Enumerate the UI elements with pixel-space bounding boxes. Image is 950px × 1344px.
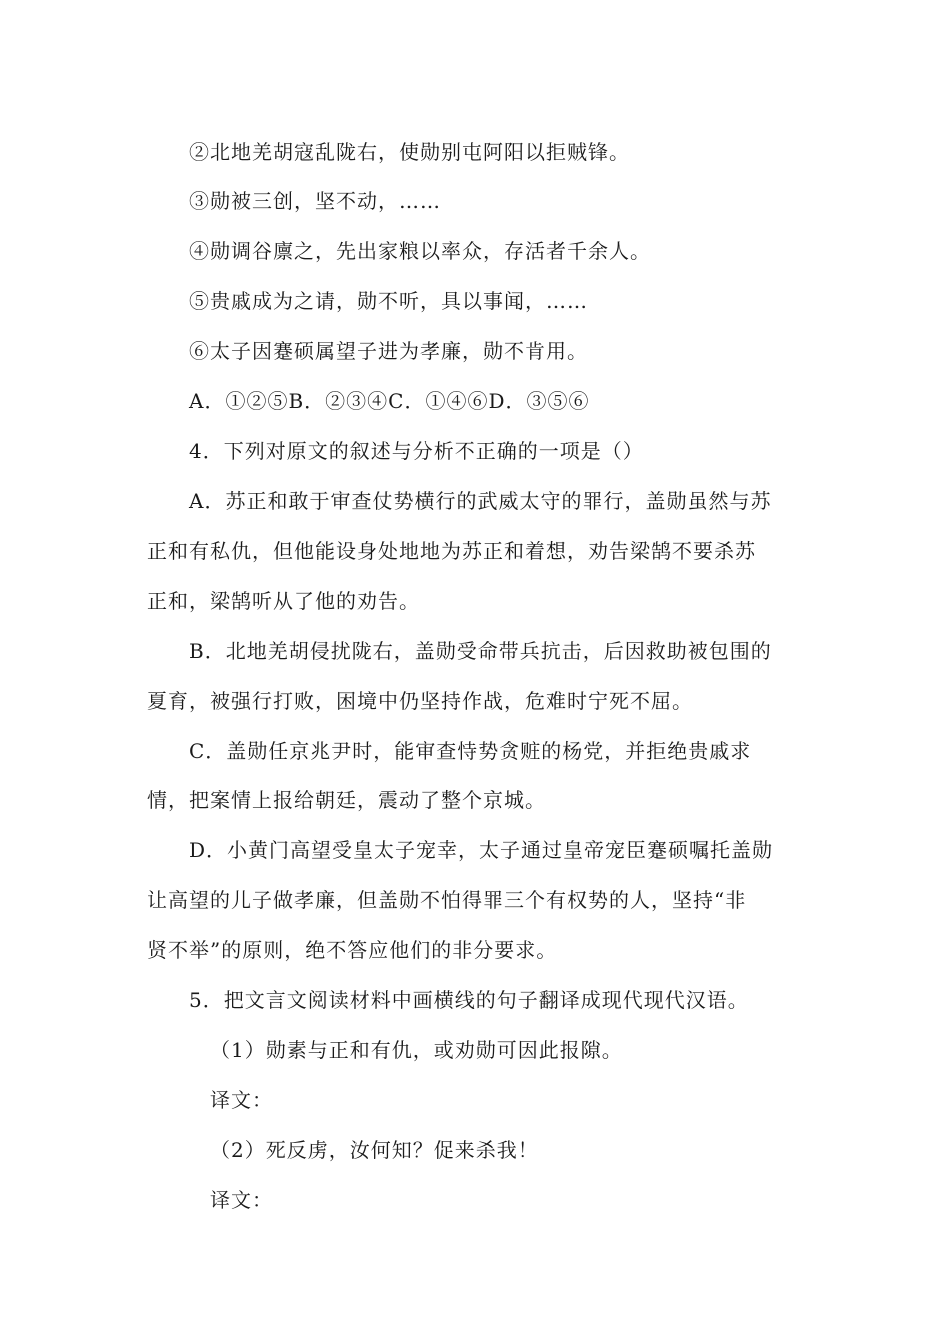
question-5: 5．把文言文阅读材料中画横线的句子翻译成现代现代汉语。	[189, 988, 749, 1012]
option-item-2: ②北地羌胡寇乱陇右，使勋别屯阿阳以拒贼锋。	[189, 140, 630, 164]
sentence-2: （2）死反虏，汝何知？促来杀我！	[210, 1138, 539, 1162]
choice-d-line-3: 贤不举”的原则，绝不答应他们的非分要求。	[147, 938, 558, 962]
choice-b-line-2: 夏育，被强行打败，困境中仍坚持作战，危难时宁死不屈。	[147, 689, 693, 713]
translation-label-1: 译文：	[210, 1088, 273, 1112]
option-item-4: ④勋调谷廪之，先出家粮以率众，存活者千余人。	[189, 239, 651, 263]
choice-a-line-2: 正和有私仇，但他能设身处地地为苏正和着想，劝告梁鹄不要杀苏	[147, 539, 756, 563]
choice-a-line-1: A．苏正和敢于审查仗势横行的武威太守的罪行，盖勋虽然与苏	[189, 489, 772, 513]
choice-b-line-1: B．北地羌胡侵扰陇右，盖勋受命带兵抗击，后因救助被包围的	[189, 639, 772, 663]
translation-label-2: 译文：	[210, 1188, 273, 1212]
choice-d-line-1: D．小黄门高望受皇太子宠幸，太子通过皇帝宠臣蹇硕嘱托盖勋	[189, 838, 774, 862]
answer-choices: A．①②⑤B．②③④C．①④⑥D．③⑤⑥	[189, 389, 590, 413]
choice-d-line-2: 让高望的儿子做孝廉，但盖勋不怕得罪三个有权势的人，坚持“非	[147, 888, 747, 912]
choice-a-line-3: 正和，梁鹄听从了他的劝告。	[147, 589, 420, 613]
choice-c-line-2: 情，把案情上报给朝廷，震动了整个京城。	[147, 788, 546, 812]
option-item-5: ⑤贵戚成为之请，勋不听，具以事闻，……	[189, 289, 588, 313]
question-4: 4．下列对原文的叙述与分析不正确的一项是（）	[189, 439, 644, 463]
option-item-6: ⑥太子因蹇硕属望子进为孝廉，勋不肯用。	[189, 339, 588, 363]
sentence-1: （1）勋素与正和有仇，或劝勋可因此报隙。	[210, 1038, 623, 1062]
option-item-3: ③勋被三创，坚不动，……	[189, 189, 441, 213]
choice-c-line-1: C．盖勋任京兆尹时，能审查恃势贪赃的杨党，并拒绝贵戚求	[189, 739, 752, 763]
